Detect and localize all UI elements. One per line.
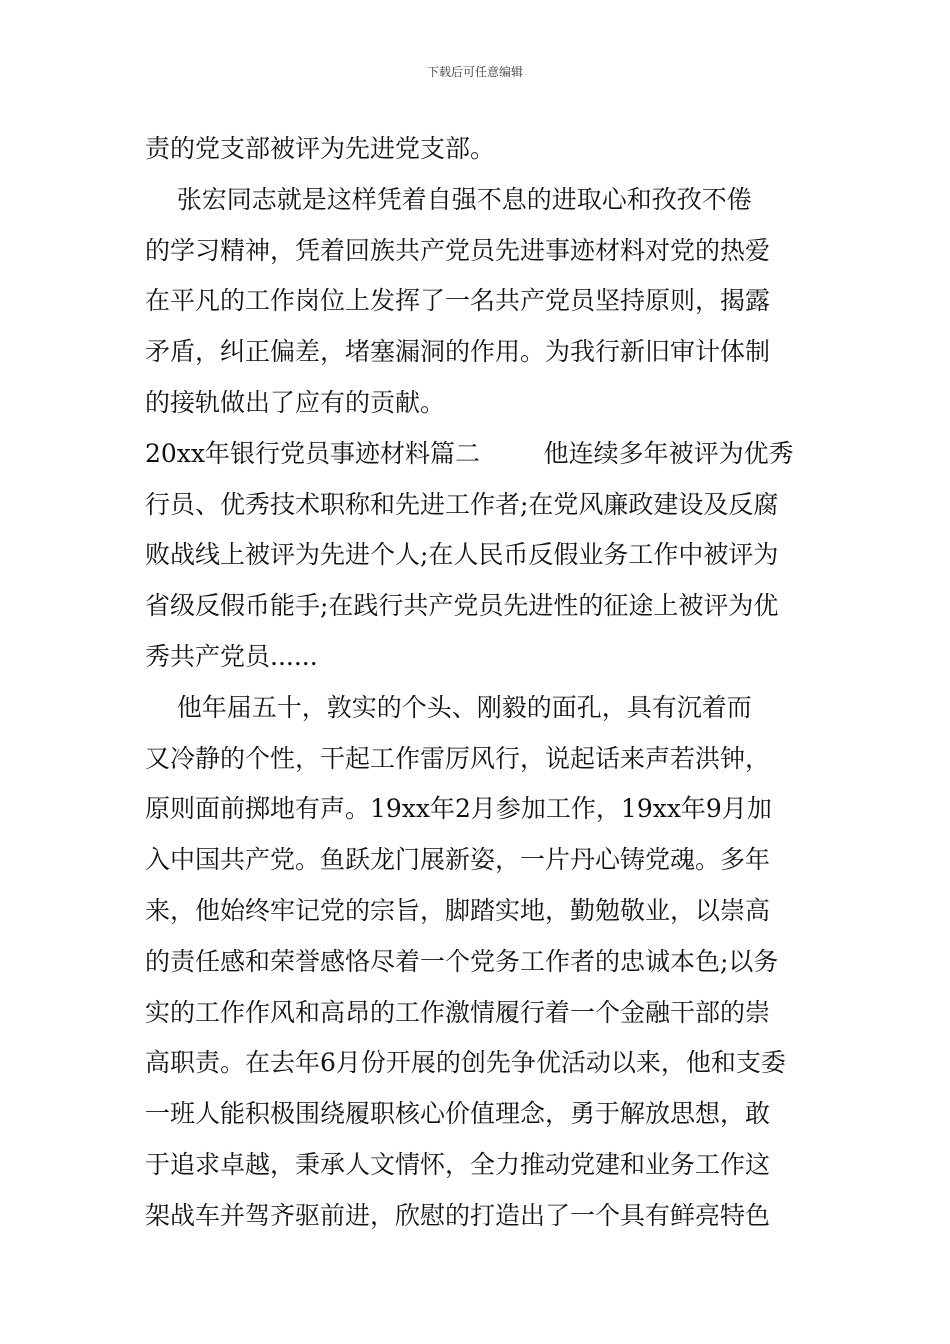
text-line: 于追求卓越，秉承人文情怀，全力推动党建和业务工作这	[145, 1149, 771, 1179]
text-line: 省级反假币能手;在践行共产党员先进性的征途上被评为优	[145, 591, 779, 621]
text-line: 又冷静的个性，干起工作雷厉风行，说起话来声若洪钟，	[145, 743, 771, 773]
text-line: 败战线上被评为先进个人;在人民币反假业务工作中被评为	[145, 540, 779, 570]
text-line: 责的党支部被评为先进党支部。	[145, 134, 496, 163]
text-line: 来，他始终牢记党的宗旨，脚踏实地，勤勉敬业，以崇高	[145, 895, 771, 925]
text-line: 张宏同志就是这样凭着自强不息的进取心和孜孜不倦	[145, 184, 752, 214]
text-line: 一班人能积极围绕履职核心价值理念，勇于解放思想，敢	[145, 1099, 771, 1129]
text-line: 实的工作作风和高昂的工作激情履行着一个金融干部的崇	[145, 997, 771, 1027]
text-line: 入中国共产党。鱼跃龙门展新姿，一片丹心铸党魂。多年	[145, 845, 771, 875]
text-line: 在平凡的工作岗位上发挥了一名共产党员坚持原则，揭露	[145, 286, 771, 316]
text-line: 他年届五十，敦实的个头、刚毅的面孔，具有沉着而	[145, 692, 752, 722]
text-line: 架战车并驾齐驱前进，欣慰的打造出了一个具有鲜亮特色	[145, 1200, 771, 1230]
text-line: 行员、优秀技术职称和先进工作者;在党风廉政建设及反腐	[145, 489, 779, 519]
text-line: 的责任感和荣誉感恪尽着一个党务工作者的忠诚本色;以务	[145, 946, 779, 976]
text-line: 矛盾，纠正偏差，堵塞漏洞的作用。为我行新旧审计体制	[145, 337, 771, 367]
document-body	[145, 124, 811, 1242]
text-line: 20xx年银行党员事迹材料篇二 他连续多年被评为优秀	[145, 438, 794, 468]
text-line: 的接轨做出了应有的贡献。	[145, 387, 446, 417]
text-line: 高职责。在去年6月份开展的创先争优活动以来，他和支委	[145, 1048, 786, 1078]
text-line: 的学习精神，凭着回族共产党员先进事迹材料对党的热爱	[145, 235, 771, 265]
text-line: 秀共产党员......	[145, 641, 318, 671]
text-line: 原则面前掷地有声。19xx年2月参加工作，19xx年9月加	[145, 794, 772, 824]
page-header: 下载后可任意编辑	[426, 65, 523, 79]
